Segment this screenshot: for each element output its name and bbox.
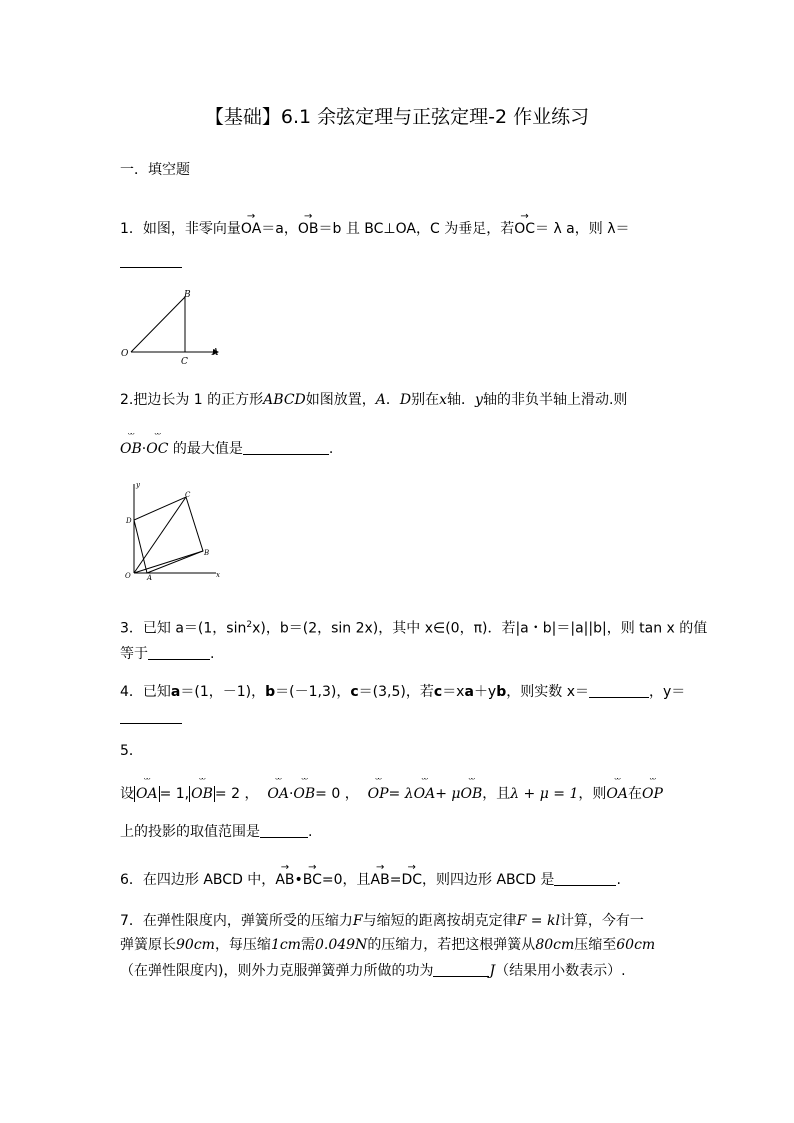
label-d: D: [126, 517, 132, 525]
question-5-line-1: 设ᵕᵕ OA = 1,ᵕᵕ OB = 2 ， ᵕᵕ OA·ᵕᵕ OB= 0 ， ᵕᵕ OP= λᵕᵕ OA+ μᵕᵕ OB，且λ + μ = 1，则ᵕᵕ OA在ᵕᵕ OP: [120, 787, 663, 801]
question-1-line-1: 1．如图，非零向量→ OA＝a，→ OB＝b 且 BC⊥OA，C 为垂足，若→ OC＝ λ a，则 λ＝: [120, 222, 630, 236]
label-a: A: [212, 348, 219, 358]
label-y: y: [136, 481, 140, 489]
question-7-line-3: （在弹性限度内)，则外力克服弹簧弹力所做的功为 J（结果用小数表示）.: [120, 963, 626, 979]
vector-ob: → OB: [298, 222, 319, 236]
question-5-line-2: 上的投影的取值范围是 .: [120, 824, 313, 840]
question-3-line-2: 等于 .: [120, 646, 215, 662]
question-1-answer-line: [120, 253, 182, 269]
label-c: C: [185, 491, 191, 499]
answer-blank[interactable]: [148, 645, 210, 660]
label-o: O: [125, 572, 131, 580]
label-c: C: [181, 357, 188, 367]
question-5-number: 5．: [120, 743, 143, 759]
question-4-line-1: 4．已知a＝(1，－1)，b＝(－1,3)，c＝(3,5)，若c＝xa＋yb，则实数 x＝ ，y＝: [120, 684, 686, 700]
label-b: B: [204, 549, 210, 557]
label-x: x: [216, 571, 220, 579]
vector-oa: → OA: [241, 222, 261, 236]
answer-blank[interactable]: [433, 962, 489, 977]
answer-blank[interactable]: [120, 253, 182, 268]
question-3-line-1: 3．已知 a＝(1，$\sin^2x$)，b＝(2，sin 2x)，其中 x∈(0，π)．若|a・b|＝|a||b|，则 tan x 的值: [120, 620, 708, 637]
answer-blank[interactable]: [243, 440, 329, 455]
question-2-line-1: 2.把边长为 1 的正方形ABCD如图放置，A．D别在x轴．y轴的非负半轴上滑动.则: [120, 392, 628, 408]
question-4-answer-line: [120, 709, 182, 725]
figure-2-diagram: [120, 480, 225, 582]
vector-ab: → AB: [371, 873, 390, 887]
vector-oc: → OC: [514, 222, 535, 236]
question-7-line-1: 7．在弹性限度内，弹簧所受的压缩力F与缩短的距离按胡克定律F = kl计算，今有一: [120, 913, 644, 929]
figure-1-diagram: [115, 285, 225, 367]
answer-blank[interactable]: [554, 871, 616, 886]
vector-dc: → DC: [401, 873, 422, 887]
question-2-line-2: ᵕᵕ OB·ᵕᵕ OC 的最大值是 .: [120, 440, 333, 456]
label-b: B: [184, 290, 191, 300]
vector-ob: ᵕᵕ OB: [120, 442, 142, 456]
page-title: 【基础】6.1 余弦定理与正弦定理-2 作业练习: [204, 106, 590, 128]
vector-oc: ᵕᵕ OC: [146, 442, 168, 456]
answer-blank-y[interactable]: [120, 709, 182, 724]
question-6-line-1: 6．在四边形 ABCD 中，→ AB•→ BC=0，且→ AB=→ DC，则四边形 ABCD 是 .: [120, 871, 621, 887]
answer-blank-x[interactable]: [589, 683, 649, 698]
label-o: O: [121, 349, 129, 359]
segment-ob: [131, 297, 185, 352]
label-a: A: [147, 574, 153, 582]
vector-ab: → AB: [275, 873, 294, 887]
question-7-line-2: 弹簧原长90cm，每压缩1cm需0.049N的压缩力，若把这根弹簧从80cm压缩至60cm: [120, 937, 656, 953]
vector-bc: → BC: [303, 873, 322, 887]
section-heading: 一．填空题: [120, 162, 190, 178]
answer-blank[interactable]: [260, 823, 308, 838]
